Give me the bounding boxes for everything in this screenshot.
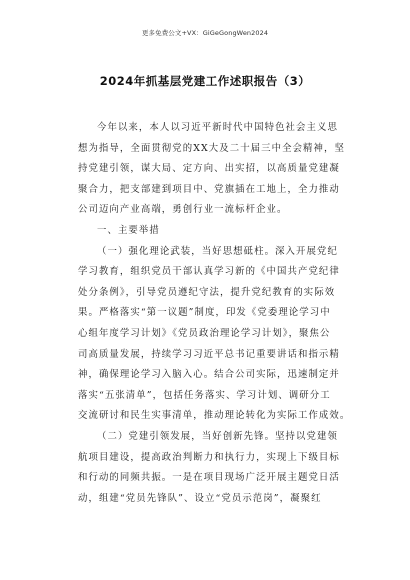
text-line: 动，组建“党员先锋队”、设立“党员示范岗”，凝聚红: [78, 492, 322, 504]
text-line: （二）党建引领发展，当好创新先锋。坚持以党建领: [97, 430, 338, 442]
text-line: 落实“五张清单”，包括任务落实、学习计划、调研分工: [78, 389, 331, 401]
text-line: 今年以来，本人以习近平新时代中国特色社会主义思: [97, 122, 338, 133]
paragraph-intro: [78, 118, 353, 221]
text-line: 公司迈向产业高端，勇创行业一流标杆企业。: [78, 204, 288, 216]
text-line: 和行动的同频共振。一是在项目现场广泛开展主题党日活: [78, 472, 340, 484]
text-line: 想为指导，全面贯彻党的XX大及二十届三中全会精神，坚: [78, 142, 345, 154]
text-line: 持党建引领，谋大局、定方向、出实招，以高质量党建凝: [78, 163, 340, 175]
text-line: 处分条例》，引导党员遵纪守法，提升党纪教育的实际效: [78, 286, 336, 298]
header-note: 更多免费公文+VX：GiGeGongWen2024: [141, 29, 269, 37]
section-heading: 一、主要举措: [97, 224, 160, 236]
text-line: 司高质量发展，持续学习习近平总书记重要讲话和指示精: [78, 348, 340, 360]
text-line: （一）强化理论武装，当好思想砥柱。深入开展党纪: [97, 245, 338, 257]
text-line: 聚合力，把支部建到项目中、党旗插在工地上，全力推动: [78, 183, 340, 195]
document-title: 2024年抓基层党建工作述职报告（3）: [99, 74, 311, 88]
text-line: 学习教育，组织党员干部认真学习新的《中国共产党纪律: [78, 266, 340, 278]
text-line: 交流研讨和民生实事清单，推动理论转化为实际工作成效。: [78, 410, 351, 422]
text-line: 神，确保理论学习入脑入心。结合公司实际，迅速制定并: [78, 369, 340, 381]
text-line: 果。严格落实“第一议题”制度，印发《党委理论学习中: [78, 307, 331, 319]
paragraph-item-2: [78, 427, 353, 509]
paragraph-item-1: [78, 242, 353, 427]
document-body: [78, 118, 353, 509]
text-line: 航项目建设，提高政治判断力和执行力，实现上下级目标: [78, 451, 340, 463]
text-line: 心组年度学习计划》《党员政治理论学习计划》，聚焦公: [78, 327, 331, 339]
